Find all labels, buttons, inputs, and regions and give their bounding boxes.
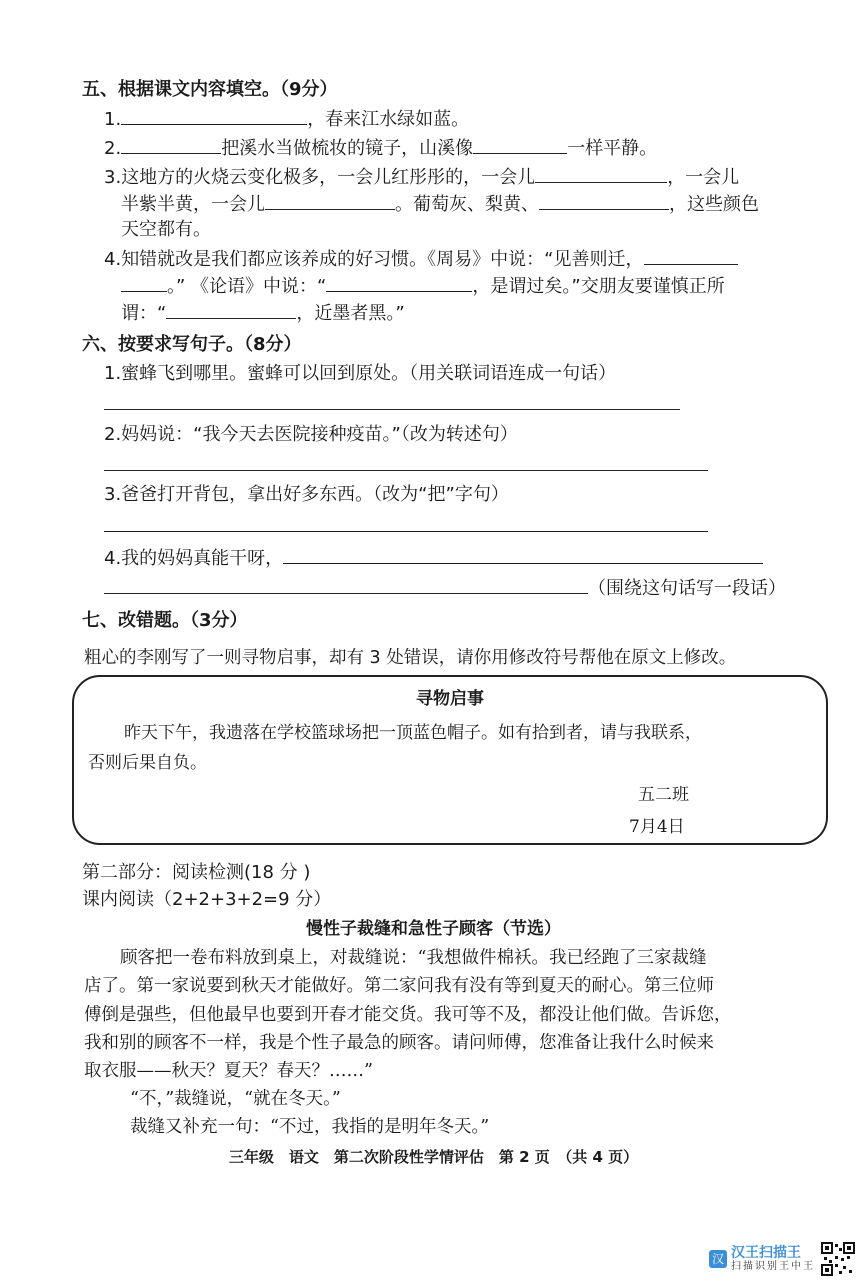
question-text: 谓：“ [121, 303, 167, 324]
question-text: ，一会儿 [667, 167, 740, 188]
passage-line: 傅倒是强些，但他最早也要到开春才能交货。我可等不及，都没让他们做。告诉您， [84, 1005, 732, 1025]
question-5-2 [104, 135, 657, 161]
answer-line[interactable] [283, 545, 763, 564]
answer-line[interactable] [104, 470, 708, 471]
question-text: 一样平静。 [567, 138, 658, 159]
fill-blank[interactable] [121, 106, 307, 125]
notice-date: 7月4日 [629, 817, 685, 837]
reading-subheading: 课内阅读（2+2+3+2=9 分） [82, 889, 332, 910]
watermark-text [731, 1245, 815, 1273]
passage-line: 取衣服——秋天？夏天？春天？……” [84, 1061, 373, 1081]
question-text: 4.我的妈妈真能干呀， [104, 548, 284, 569]
question-text: ，春来江水绿如蓝。 [307, 109, 470, 130]
question-text: ，是谓过矣。”交朋友要谨慎正所 [472, 276, 725, 297]
question-text: ，这些颜色 [669, 194, 759, 215]
scanner-app-icon: 汉 [709, 1250, 727, 1268]
notice-body-line-2: 否则后果自负。 [88, 753, 207, 773]
fill-blank[interactable] [473, 135, 567, 154]
question-5-4-line-2 [121, 273, 725, 299]
question-number: 4. [104, 249, 122, 270]
section-5-heading: 五、根据课文内容填空。（9分） [82, 79, 338, 100]
question-hint: （围绕这句话写一段话） [588, 578, 786, 599]
answer-line[interactable] [104, 409, 680, 410]
question-5-4-line-1 [104, 246, 738, 272]
notice-signature: 五二班 [638, 785, 689, 805]
question-text: 知错就改是我们都应该养成的好习惯。《周易》中说：“见善则迁， [121, 249, 644, 270]
question-text: 这地方的火烧云变化极多，一会儿红彤彤的，一会儿 [121, 167, 536, 188]
passage-line: “不，”裁缝说，“就在冬天。” [130, 1089, 341, 1109]
watermark-subtitle: 扫描识别王中王 [731, 1261, 815, 1272]
fill-blank[interactable] [121, 135, 221, 154]
passage-line: 裁缝又补充一句：“不过，我指的是明年冬天。” [130, 1117, 490, 1137]
section-7-heading: 七、改错题。（3分） [82, 610, 248, 631]
question-5-4-line-3 [121, 300, 405, 326]
fill-blank[interactable] [265, 191, 395, 210]
question-6-4 [104, 545, 763, 571]
question-6-2: 2.妈妈说：“我今天去医院接种疫苗。”（改为转述句） [104, 424, 518, 445]
fill-blank[interactable] [121, 273, 167, 292]
lost-item-notice [72, 675, 828, 845]
section-6-heading: 六、按要求写句子。（8分） [82, 334, 302, 355]
question-6-3: 3.爸爸打开背包，拿出好多东西。（改为“把”字句） [104, 484, 509, 505]
fill-blank[interactable] [326, 273, 472, 292]
question-5-3-line-2 [121, 191, 759, 217]
answer-line[interactable] [104, 531, 708, 532]
question-6-1: 1.蜜蜂飞到哪里。蜜蜂可以回到原处。（用关联词语连成一句话） [104, 363, 617, 384]
fill-blank[interactable] [644, 246, 738, 265]
question-number: 2. [104, 138, 122, 159]
notice-body-line-1: 昨天下午，我遗落在学校篮球场把一顶蓝色帽子。如有拾到者，请与我联系， [124, 723, 702, 743]
passage-title: 慢性子裁缝和急性子顾客（节选） [306, 919, 561, 939]
part-2-heading: 第二部分：阅读检测(18 分 ) [82, 862, 311, 883]
question-text: 把溪水当做梳妆的镜子，山溪像 [221, 138, 474, 159]
fill-blank[interactable] [539, 191, 669, 210]
passage-line: 店了。第一家说要到秋天才能做好。第二家问我有没有等到夏天的耐心。第三位师 [84, 976, 714, 996]
question-6-4-line-2 [104, 575, 786, 601]
question-text: 。葡萄灰、梨黄、 [395, 194, 539, 215]
qr-code-icon [821, 1242, 855, 1276]
fill-blank[interactable] [535, 164, 667, 183]
page-footer: 三年级 语文 第二次阶段性学情评估 第 2 页 （共 4 页） [228, 1148, 639, 1166]
question-text: ，近墨者黑。” [296, 303, 405, 324]
answer-line[interactable] [104, 575, 588, 594]
question-number: 1. [104, 109, 122, 130]
question-5-3-line-1 [104, 164, 739, 190]
fill-blank[interactable] [166, 300, 296, 319]
scanner-watermark [709, 1241, 855, 1277]
watermark-title: 汉王扫描王 [731, 1245, 801, 1261]
section-7-instruction: 粗心的李刚写了一则寻物启事，却有 3 处错误，请你用修改符号帮他在原文上修改。 [84, 648, 737, 668]
question-5-1 [104, 106, 469, 132]
passage-line: 我和别的顾客不一样，我是个性子最急的顾客。请问师傅，您准备让我什么时候来 [84, 1033, 714, 1053]
notice-title: 寻物启事 [416, 689, 484, 709]
passage-line: 顾客把一卷布料放到桌上，对裁缝说：“我想做件棉袄。我已经跑了三家裁缝 [120, 948, 707, 968]
question-5-3-line-3: 天空都有。 [121, 219, 211, 240]
question-text: 。” 《论语》中说：“ [167, 276, 327, 297]
question-number: 3. [104, 167, 122, 188]
question-text: 半紫半黄，一会儿 [121, 194, 265, 215]
